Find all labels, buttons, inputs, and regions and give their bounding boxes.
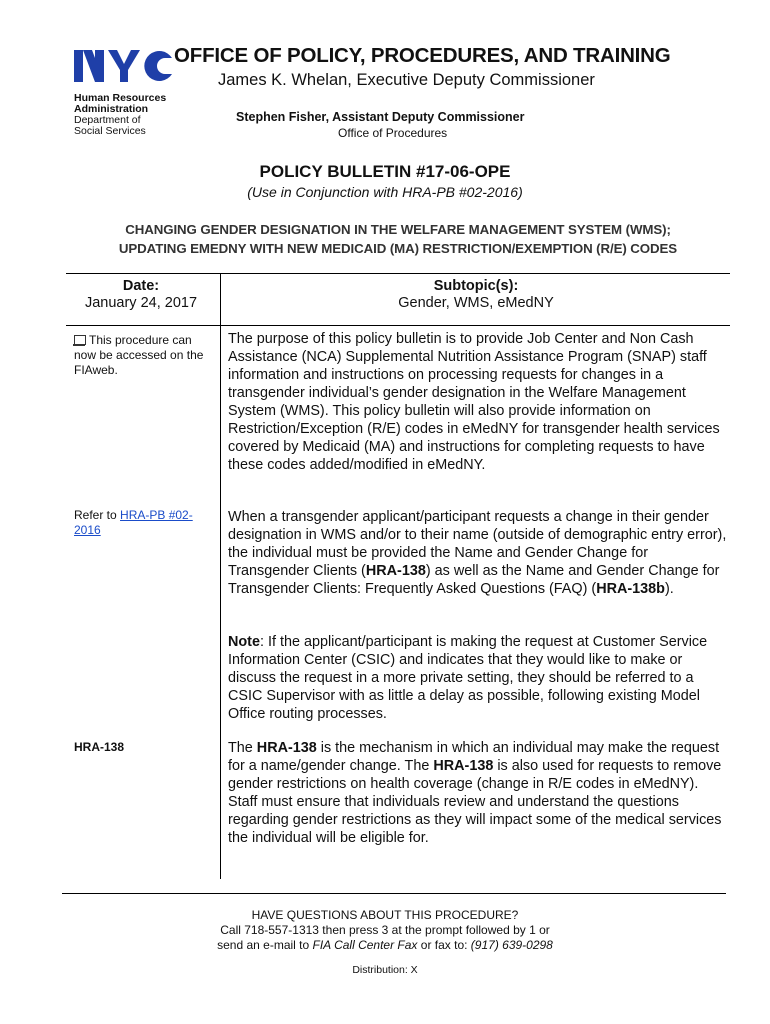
p4-text-c: is the mechanism in which an individual may make the request for a name/gender change. The xyxy=(228,740,720,774)
subtopics-value: Gender, WMS, eMedNY xyxy=(398,295,554,311)
p2-form-hra-138: HRA-138 xyxy=(365,563,426,579)
footer-email-text: send an e-mail to xyxy=(217,938,313,952)
p4-form-hra-138-2: HRA-138 xyxy=(433,758,494,774)
distribution: Distribution: X xyxy=(352,964,418,976)
logo-line-2: Administration xyxy=(74,103,149,115)
headline-line-2: UPDATING EMEDNY WITH NEW MEDICAID (MA) RESTRICTION/EXEMPTION (R/E) CODES xyxy=(118,241,678,256)
note-paragraph xyxy=(228,633,728,723)
fia-call-center-fax[interactable]: FIA Call Center Fax xyxy=(312,938,418,952)
note-label: Note xyxy=(228,634,260,650)
date-value: January 24, 2017 xyxy=(84,295,198,311)
date-label: Date: xyxy=(122,278,160,294)
bulletin-title: POLICY BULLETIN #17-06-OPE xyxy=(259,162,511,181)
table-meta-rule xyxy=(66,325,730,326)
bulletin-headline xyxy=(66,220,730,258)
gender-change-paragraph xyxy=(228,508,728,598)
fax-number: (917) 639-0298 xyxy=(470,938,553,952)
p2-text-a: When a transgender applicant/participant requests a change in their gender designation in WMS and/or to their name (outside of demographic entry error), the individual must be provided the Name and Gender Change for Transgender Clients ( xyxy=(228,509,727,579)
p4-text-d: is also used for requests to remove gender restrictions on health coverage (change in R/E codes in eMedNY). Staff must ensure that individuals review and understand the questions regarding gender restrictions as they will impact some of the medical services the individual will be eligible for. xyxy=(228,758,722,846)
headline-line-1: CHANGING GENDER DESIGNATION IN THE WELFARE MANAGEMENT SYSTEM (WMS); xyxy=(125,222,671,237)
office-title: OFFICE OF POLICY, PROCEDURES, AND TRAINING xyxy=(174,44,671,67)
computer-icon xyxy=(74,335,86,345)
executive-deputy: James K. Whelan, Executive Deputy Commissioner xyxy=(218,71,595,89)
table-top-rule xyxy=(66,273,730,274)
table-bottom-rule xyxy=(62,893,726,894)
p4-text-a: The xyxy=(228,740,257,756)
purpose-paragraph: The purpose of this policy bulletin is to provide Job Center and Non Cash Assistance (NCA) Supplemental Nutrition Assistance Program (SNAP) staff information and instructions on processing requests for changes in a transgender individual’s gender designation in the Welfare Management System (WMS). This policy bulletin will also provide information on Restriction/Exception (R/E) codes in eMedNY for transgender health services covered by Medicaid (MA) and instructions for completing requests to have these codes added/modified in eMedNY. xyxy=(228,331,720,473)
nyc-logo-icon xyxy=(74,48,174,86)
fiaweb-note xyxy=(74,333,216,378)
assistant-deputy: Stephen Fisher, Assistant Deputy Commissioner xyxy=(236,110,525,124)
refer-note xyxy=(74,508,216,538)
p4-form-hra-138: HRA-138 xyxy=(256,740,317,756)
fiaweb-note-text: This procedure can now be accessed on the FIAweb. xyxy=(74,333,204,377)
office-of-procedures: Office of Procedures xyxy=(338,126,448,140)
bulletin-conjunction: (Use in Conjunction with HRA-PB #02-2016) xyxy=(247,184,523,200)
subtopics-label: Subtopic(s): xyxy=(433,278,519,294)
logo-line-4: Social Services xyxy=(74,125,146,137)
hra-138-paragraph xyxy=(228,739,728,847)
logo-line-3: Department of xyxy=(74,114,141,126)
p2-text-c: ) as well as the Name and Gender Change for Transgender Clients: Frequently Asked Questions (FAQ) ( xyxy=(228,563,720,597)
footer-fax-text: or fax to: xyxy=(417,938,471,952)
footer-question: HAVE QUESTIONS ABOUT THIS PROCEDURE? xyxy=(251,908,519,922)
refer-prefix: Refer to xyxy=(74,508,121,522)
hra-138-side-label: HRA-138 xyxy=(74,740,125,754)
table-divider xyxy=(220,273,221,879)
hra-pb-link[interactable]: HRA-PB #02-2016 xyxy=(74,508,193,537)
p2-form-hra-138b: HRA-138b xyxy=(596,581,665,597)
p2-text-d: ). xyxy=(664,581,674,597)
logo-line-1: Human Resources xyxy=(74,92,167,104)
note-text: : If the applicant/participant is making the request at Customer Service Information Center (CSIC) and indicates that they would like to make or discuss the request in a more private setting, they should be referred to a CSIC Supervisor with as little a delay as possible, following existing Model Office routing processes. xyxy=(228,634,708,722)
footer-call: Call 718-557-1313 then press 3 at the prompt followed by 1 or xyxy=(220,923,550,937)
footer-email xyxy=(0,937,770,953)
